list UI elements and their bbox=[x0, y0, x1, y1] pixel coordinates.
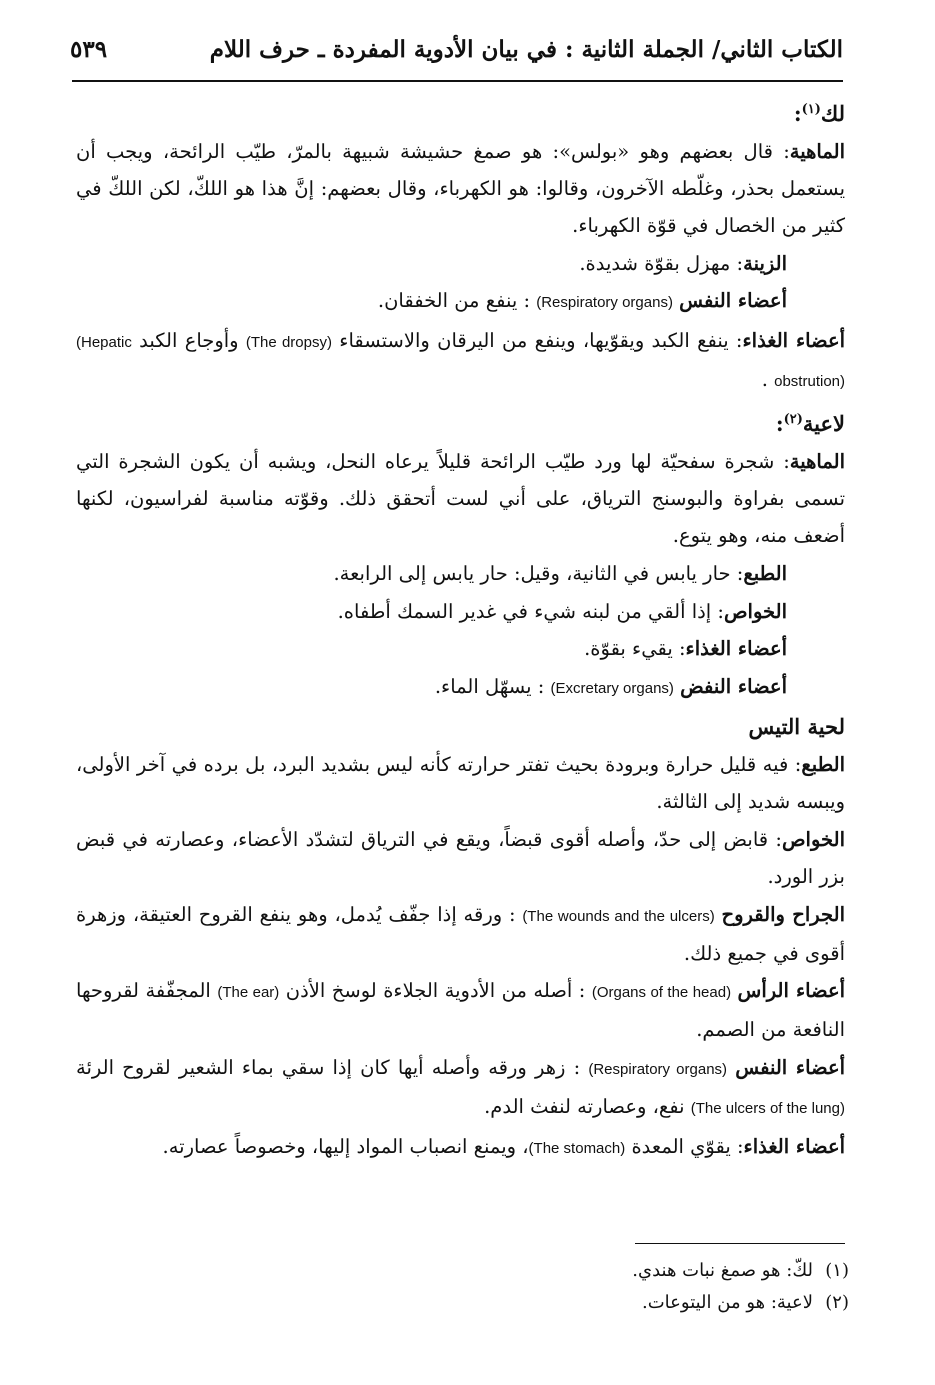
entry-paragraph: أعضاء النفض (Excretary organs) : يسهّل الماء. bbox=[434, 675, 787, 699]
entry-headword: لحية التيس bbox=[748, 714, 845, 740]
footnote: (١)لكّ: هو صمغ نبات هندي. bbox=[632, 1260, 849, 1281]
entry-paragraph: الزينة: مهزل بقوّة شديدة. bbox=[579, 251, 787, 275]
page-number: ٥٣٩ bbox=[70, 35, 108, 63]
entry-paragraph: الماهية: قال بعضهم وهو «بولس»: هو صمغ حشيشة شبيهة بالمرّ، طيّب الرائحة، ويجب أن يستعمل بحذر، وغلّطه الآخرون، وقالوا: هو الكهرباء، وقال بعضهم: إنَّ هذا هو اللكّ، لكن اللكّ في كثير من الخصال في قوّة الكهرباء. bbox=[76, 139, 845, 237]
footnote-ref: (٢) bbox=[783, 412, 803, 428]
page-body bbox=[76, 90, 845, 1168]
running-header bbox=[70, 30, 843, 68]
entry-paragraph: أعضاء الرأس (Organs of the head) : أصله من الأدوية الجلاءة لوسخ الأذن (The ear) المجفّفة لقروحها النافعة من الصمم. bbox=[76, 979, 846, 1042]
entry-paragraph: أعضاء النفس (Respiratory organs) : ينفع من الخفقان. bbox=[377, 289, 787, 313]
footnote-ref: (١) bbox=[801, 102, 821, 117]
entry-paragraph: الجراح والقروح (The wounds and the ulcers) : ورقه إذا جفّف يُدمل، وهو ينفع القروح العتيقة، وزهرة أقوى في جميع ذلك. bbox=[76, 902, 845, 965]
entry-paragraph: أعضاء النفس (Respiratory organs) : زهر ورقه وأصله أيها كان إذا سقي بماء الشعير لقروح الرئة (The ulcers of the lung) نفع، وعصارته لنفث الدم. bbox=[76, 1056, 846, 1119]
entry-paragraph: أعضاء الغذاء: ينفع الكبد ويقوّيها، وينفع من اليرقان والاستسقاء (The dropsy) وأوجاع الكبد (Hepatic obstrution) . bbox=[76, 329, 846, 392]
entry-paragraph: الخواص: قابض إلى حدّ، وأصله أقوى قبضاً، ويقع في الترياق لتشدّد الأعضاء، وعصارته في قبض بزر الورد. bbox=[76, 827, 845, 888]
entry-paragraph: الخواص: إذا ألقي من لبنه شيء في غدير السمك أطفاه. bbox=[337, 599, 787, 623]
entry-paragraph: الطبع: حار يابس في الثانية، وقيل: حار يابس إلى الرابعة. bbox=[333, 561, 787, 585]
entry-paragraph: الطبع: فيه قليل حرارة وبرودة بحيث تفتر حرارته كأنه ليس بشديد البرد، بل برده في آخر الأولى، ويبسه شديد إلى الثالثة. bbox=[76, 752, 845, 813]
entry-paragraph: أعضاء الغذاء: يقيء بقوّة. bbox=[584, 637, 787, 661]
entry-headword: لاعية$^{(٢)}$: bbox=[775, 411, 845, 437]
footnotes bbox=[300, 1255, 849, 1319]
running-title: الكتاب الثاني/ الجملة الثانية : في بيان الأدوية المفردة ـ حرف اللام bbox=[209, 35, 843, 63]
footnote: (٢)لاعية: هو من اليتوعات. bbox=[642, 1292, 849, 1313]
entry-paragraph: الماهية: شجرة سفحيّة لها ورد طيّب الرائحة قليلاً يرعاه النحل، ويشبه أن يكون الشجرة التي تسمى بفراوة والبوسنج الترياق، على أني لست أتحقق ذلك. وقوّته مناسبة لفراسيون، لكنها أضعف منه، وهو يتوع. bbox=[76, 449, 845, 547]
entry-paragraph: أعضاء الغذاء: يقوّي المعدة (The stomach)، ويمنع انصباب المواد إليها، وخصوصاً عصارته. bbox=[162, 1134, 845, 1158]
entry-headword: لك$^{(١)}$: bbox=[793, 101, 845, 126]
footnote-rule bbox=[635, 1243, 845, 1244]
header-rule bbox=[72, 80, 843, 82]
